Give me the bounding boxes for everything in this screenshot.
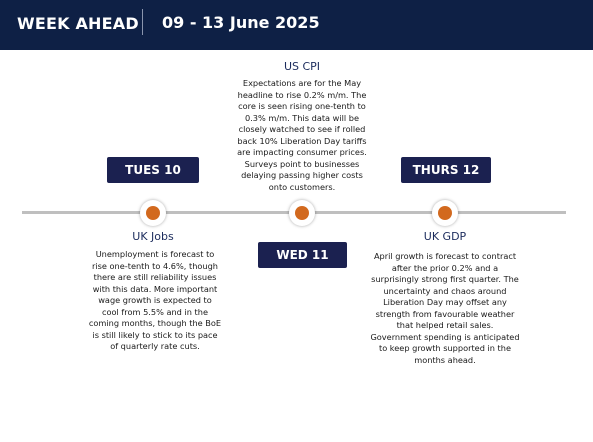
header-date-range: 09 - 13 June 2025 (162, 13, 320, 32)
header-bar (0, 0, 593, 50)
header-title: WEEK AHEAD (17, 14, 139, 33)
day-badge-thursday: THURS 12 (401, 157, 491, 183)
timeline-node-thursday (432, 200, 458, 226)
event-description-us-cpi: Expectations are for the May headline to rise 0.2% m/m. The core is seen rising one-tenth to 0.3% m/m. This data will be closely watched to see if rolled back 10% Liberation Day tariffs are impacting consumer prices. Surveys point to businesses delaying passing higher costs onto customers. (237, 78, 367, 192)
header-divider (142, 9, 143, 35)
event-title-uk-jobs: UK Jobs (132, 230, 174, 243)
day-badge-wednesday: WED 11 (258, 242, 347, 268)
timeline-node-tuesday (140, 200, 166, 226)
event-title-us-cpi: US CPI (283, 60, 321, 73)
event-description-uk-jobs: Unemployment is forecast to rise one-tenth to 4.6%, though there are still reliability issues with this data. More important wage growth is expected to cool from 5.5% and in the coming months, though the BoE is still likely to stick to its pace of quarterly rate cuts. (88, 249, 222, 351)
event-description-uk-gdp: April growth is forecast to contract after the prior 0.2% and a surprisingly strong first quarter. The uncertainty and chaos around Liberation Day may offset any strength from favourable weather that helped retail sales. Government spending is anticipated to keep growth supported in the months ahead. (370, 251, 520, 365)
day-badge-tuesday: TUES 10 (107, 157, 199, 183)
event-title-uk-gdp: UK GDP (423, 230, 467, 243)
timeline-node-wednesday (289, 200, 315, 226)
